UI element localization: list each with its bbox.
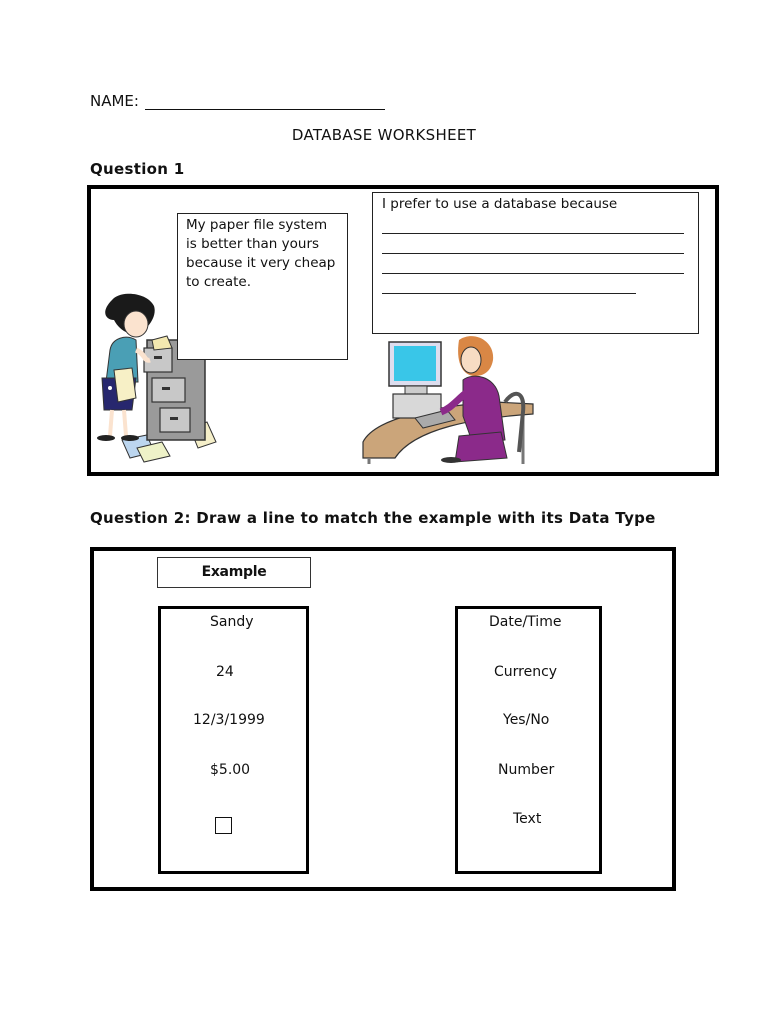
question-2-heading: Question 2: Draw a line to match the example with its Data Type [90, 509, 656, 527]
name-label: NAME: [90, 92, 139, 110]
database-answer-bubble [372, 192, 699, 334]
data-type-item[interactable]: Yes/No [503, 712, 550, 728]
answer-line[interactable] [382, 254, 684, 274]
name-blank-line[interactable] [145, 95, 385, 110]
answer-line[interactable] [382, 214, 684, 234]
data-type-item[interactable]: Date/Time [489, 614, 562, 630]
paper-system-speech-bubble: My paper file system is better than yours because it very cheap to create. [177, 213, 348, 360]
data-types-column [455, 606, 602, 874]
data-type-item[interactable]: Currency [494, 664, 558, 680]
example-item[interactable]: 24 [216, 664, 234, 680]
answer-line[interactable] [382, 274, 636, 294]
examples-column [158, 606, 309, 874]
database-answer-prompt: I prefer to use a database because [382, 196, 618, 212]
worksheet-title: DATABASE WORKSHEET [291, 126, 477, 144]
example-item[interactable]: 12/3/1999 [193, 712, 265, 728]
data-type-item[interactable]: Text [513, 811, 542, 827]
example-checkbox[interactable] [215, 817, 232, 834]
woman-at-computer-illustration [355, 332, 535, 467]
example-item[interactable]: $5.00 [210, 762, 251, 778]
question-1-heading: Question 1 [90, 160, 185, 178]
example-item[interactable]: Sandy [210, 614, 254, 630]
data-type-item[interactable]: Number [498, 762, 555, 778]
name-row [90, 92, 385, 110]
answer-line[interactable] [382, 234, 684, 254]
example-column-header: Example [157, 557, 311, 588]
